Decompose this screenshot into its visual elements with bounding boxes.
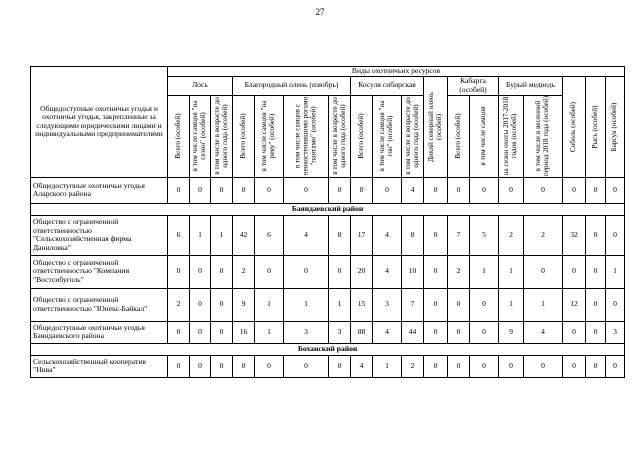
sub-moose-young: в том числе в возрасте до одного года (особей) — [211, 95, 233, 177]
value-cell: 4 — [373, 321, 402, 343]
value-cell: 0 — [499, 355, 524, 377]
value-cell: 0 — [424, 355, 448, 377]
sub-red-deer-unossified: в том числе самцов с неокостеневшими рогами "пантами" (особей) — [284, 95, 329, 177]
value-cell: 1 — [606, 255, 625, 288]
value-cell: 0 — [470, 355, 499, 377]
section-row — [31, 203, 625, 215]
value-cell: 6 — [168, 215, 190, 255]
value-cell: 0 — [424, 215, 448, 255]
value-cell: 7 — [402, 288, 424, 321]
value-cell: 4 — [402, 177, 424, 203]
value-cell: 0 — [470, 288, 499, 321]
value-cell: 0 — [211, 355, 233, 377]
value-cell: 10 — [402, 255, 424, 288]
group-musk-deer: Кабарга (особей) — [448, 76, 499, 95]
value-cell: 0 — [168, 321, 190, 343]
value-cell: 20 — [351, 255, 373, 288]
value-cell: 0 — [470, 321, 499, 343]
value-cell: 0 — [255, 355, 284, 377]
value-cell: 0 — [524, 255, 563, 288]
value-cell: 9 — [499, 321, 524, 343]
value-cell: 0 — [284, 355, 329, 377]
value-cell: 1 — [373, 355, 402, 377]
value-cell: 0 — [586, 215, 606, 255]
table-body — [31, 177, 625, 377]
value-cell: 17 — [351, 215, 373, 255]
row-label: Сельскохозяйственный кооператив "Нива" — [31, 355, 168, 377]
value-cell: 1 — [470, 255, 499, 288]
sub-moose-males: в том числе самцов "на сезон" (особей) — [190, 95, 211, 177]
value-cell: 0 — [190, 355, 211, 377]
table-row — [31, 321, 625, 343]
value-cell: 0 — [168, 355, 190, 377]
value-cell: 0 — [255, 177, 284, 203]
value-cell: 0 — [586, 177, 606, 203]
value-cell: 1 — [190, 215, 211, 255]
group-red-deer: Благородный олень (изюбрь) — [233, 76, 351, 95]
value-cell: 2 — [168, 288, 190, 321]
group-moose: Лось — [168, 76, 233, 95]
value-cell: 4 — [351, 355, 373, 377]
badger-label: Барсук (особей) — [610, 102, 619, 151]
value-cell: 12 — [563, 288, 586, 321]
group-sable — [563, 76, 586, 177]
value-cell: 0 — [424, 177, 448, 203]
value-cell: 0 — [586, 255, 606, 288]
sub-red-deer-young: в том числе в возрасте до одного года (особей) — [329, 95, 351, 177]
row-label: Общество с ограниченной ответственностью "Сельскохозяйственная фирма Даниловка" — [31, 215, 168, 255]
table-row — [31, 288, 625, 321]
value-cell: 0 — [606, 177, 625, 203]
value-cell: 1 — [211, 215, 233, 255]
value-cell: 0 — [448, 177, 470, 203]
group-lynx — [586, 76, 606, 177]
value-cell: 4 — [524, 321, 563, 343]
sub-roe-total: Всего (особей) — [351, 95, 373, 177]
value-cell: 0 — [233, 177, 255, 203]
row-label: Общедоступные охотничьи угодья Баяндаевского района — [31, 321, 168, 343]
value-cell: 1 — [499, 288, 524, 321]
value-cell: 0 — [586, 321, 606, 343]
value-cell: 0 — [606, 355, 625, 377]
value-cell: 0 — [329, 355, 351, 377]
sub-musk-total: Всего (особей) — [448, 95, 470, 177]
value-cell: 0 — [190, 321, 211, 343]
value-cell: 1 — [524, 288, 563, 321]
section-row — [31, 343, 625, 355]
value-cell: 0 — [606, 215, 625, 255]
value-cell: 0 — [499, 177, 524, 203]
section-title: Баяндаевский район — [31, 203, 625, 215]
value-cell: 0 — [448, 355, 470, 377]
value-cell: 0 — [190, 288, 211, 321]
value-cell: 0 — [211, 321, 233, 343]
value-cell: 1 — [499, 255, 524, 288]
value-cell: 6 — [255, 215, 284, 255]
value-cell: 0 — [373, 177, 402, 203]
value-cell: 0 — [211, 255, 233, 288]
value-cell: 42 — [233, 215, 255, 255]
value-cell: 0 — [168, 177, 190, 203]
value-cell: 3 — [606, 321, 625, 343]
hunting-resources-table — [30, 66, 625, 378]
value-cell: 0 — [586, 288, 606, 321]
row-label: Общество с ограниченной ответственностью "Юнекс-Байкал" — [31, 288, 168, 321]
section-title: Боханский район — [31, 343, 625, 355]
row-label: Общедоступные охотничьи угодья Аларского района — [31, 177, 168, 203]
table-row — [31, 215, 625, 255]
row-label: Общество с ограниченной ответственностью "Компания "Востсибуголь" — [31, 255, 168, 288]
value-cell: 0 — [233, 355, 255, 377]
value-cell: 0 — [470, 177, 499, 203]
value-cell: 1 — [284, 288, 329, 321]
sub-roe-males: в том числе самцов "на гон" (особей) — [373, 95, 402, 177]
value-cell: 4 — [373, 215, 402, 255]
value-cell: 0 — [329, 177, 351, 203]
value-cell: 3 — [329, 321, 351, 343]
value-cell: 0 — [284, 255, 329, 288]
value-cell: 0 — [329, 255, 351, 288]
page-number: 27 — [315, 7, 325, 17]
value-cell: 0 — [168, 255, 190, 288]
value-cell: 8 — [351, 177, 373, 203]
value-cell: 1 — [255, 288, 284, 321]
value-cell: 2 — [499, 215, 524, 255]
main-header: Виды охотничьих ресурсов — [168, 67, 625, 77]
value-cell: 8 — [329, 215, 351, 255]
wild-reindeer-label: Дикий северный олень (особей) — [426, 91, 443, 162]
value-cell: 0 — [211, 177, 233, 203]
value-cell: 0 — [606, 288, 625, 321]
group-badger — [606, 76, 625, 177]
table-row — [31, 255, 625, 288]
group-brown-bear: Бурый медведь — [499, 76, 563, 95]
value-cell: 32 — [563, 215, 586, 255]
value-cell: 0 — [448, 288, 470, 321]
corner-header — [31, 67, 168, 178]
value-cell: 0 — [190, 255, 211, 288]
sub-red-deer-males: в том числе самцов "на реву" (особей) — [255, 95, 284, 177]
value-cell: 88 — [351, 321, 373, 343]
sable-label: Соболь (особей) — [569, 101, 578, 152]
value-cell: 0 — [284, 177, 329, 203]
value-cell: 0 — [563, 255, 586, 288]
value-cell: 2 — [402, 355, 424, 377]
value-cell: 15 — [351, 288, 373, 321]
value-cell: 0 — [563, 321, 586, 343]
value-cell: 0 — [424, 255, 448, 288]
sub-moose-total: Всего (особей) — [168, 95, 190, 177]
value-cell: 0 — [255, 255, 284, 288]
value-cell: 2 — [233, 255, 255, 288]
sub-bear-season: на сезон охоты 2017-2018 годов (особей) — [499, 95, 524, 177]
value-cell: 0 — [211, 288, 233, 321]
value-cell: 0 — [190, 177, 211, 203]
value-cell: 16 — [233, 321, 255, 343]
value-cell: 4 — [373, 255, 402, 288]
value-cell: 0 — [448, 321, 470, 343]
value-cell: 0 — [586, 355, 606, 377]
group-roe-deer: Косуля сибирская — [351, 76, 424, 95]
sub-roe-young: в том числе в возрасте до одного года (особей) — [402, 95, 424, 177]
sub-red-deer-total: Всего (особей) — [233, 95, 255, 177]
value-cell: 44 — [402, 321, 424, 343]
table-row — [31, 355, 625, 377]
table-row — [31, 177, 625, 203]
value-cell: 5 — [470, 215, 499, 255]
corner-header-text: Общедоступные охотничьи угодья и охотничьи угодья, закрепленные за следующими юридическими лицами и индивидуальными предпринимателями — [35, 103, 163, 139]
value-cell: 3 — [373, 288, 402, 321]
sub-bear-spring: в том числе в весенний период 2018 года (особей) — [524, 95, 563, 177]
value-cell: 7 — [448, 215, 470, 255]
value-cell: 1 — [329, 288, 351, 321]
value-cell: 1 — [255, 321, 284, 343]
group-wild-reindeer — [424, 76, 448, 177]
value-cell: 4 — [284, 215, 329, 255]
value-cell: 3 — [284, 321, 329, 343]
value-cell: 0 — [524, 177, 563, 203]
value-cell: 0 — [563, 355, 586, 377]
value-cell: 0 — [563, 177, 586, 203]
lynx-label: Рысь (особей) — [590, 104, 599, 149]
value-cell: 0 — [424, 288, 448, 321]
value-cell: 0 — [424, 321, 448, 343]
sub-musk-males: в том числе самцов — [470, 95, 499, 177]
value-cell: 0 — [524, 355, 563, 377]
value-cell: 2 — [448, 255, 470, 288]
value-cell: 2 — [524, 215, 563, 255]
value-cell: 9 — [233, 288, 255, 321]
value-cell: 8 — [402, 215, 424, 255]
